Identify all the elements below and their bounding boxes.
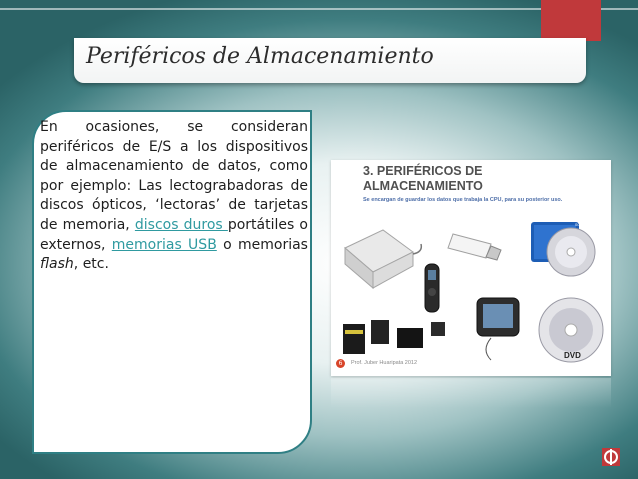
mp3-player-icon	[425, 264, 439, 312]
image-subheading: Se encargan de guardar los datos que trabaja la CPU, para su posterior uso.	[363, 197, 563, 203]
image-reflection	[331, 378, 611, 408]
link-memorias-usb[interactable]: memorias USB	[111, 236, 217, 253]
accent-tab	[541, 0, 601, 41]
image-heading: 3. PERIFÉRICOS DE ALMACENAMIENTO	[363, 164, 483, 193]
body-emphasis: flash	[40, 256, 74, 273]
storage-devices-image	[331, 160, 611, 376]
hard-drive-icon	[345, 230, 421, 288]
image-credit: Prof. Juber Huaripata 2012	[351, 360, 418, 366]
devices-art	[331, 160, 611, 376]
image-badge: 6	[336, 359, 345, 368]
logo-icon	[600, 446, 622, 468]
bluray-disc-icon	[531, 222, 595, 276]
sony-label: SONY	[575, 223, 585, 227]
dvd-label: DVD	[564, 351, 581, 360]
usb-drive-icon	[448, 234, 501, 260]
dvd-disc-icon	[539, 298, 603, 362]
media-player-icon	[477, 298, 519, 360]
body-text-2: portátiles o externos,	[40, 216, 308, 253]
memory-card-icon	[343, 320, 445, 354]
body-text-1: En ocasiones, se consideran periféricos de E/S a los dispositivos de almacenamiento de datos, como por ejemplo: Las lectograbadoras de discos ópticos, ‘lectoras’ de tarjetas de memoria,	[40, 119, 308, 233]
slide-title: Periféricos de Almacenamiento	[86, 44, 434, 69]
link-discos-duros[interactable]: discos duros	[134, 216, 228, 233]
title-bar	[74, 38, 586, 83]
body-text-4: , etc.	[73, 256, 109, 273]
body-text-3: o memorias	[216, 236, 308, 253]
body-text	[40, 118, 308, 275]
